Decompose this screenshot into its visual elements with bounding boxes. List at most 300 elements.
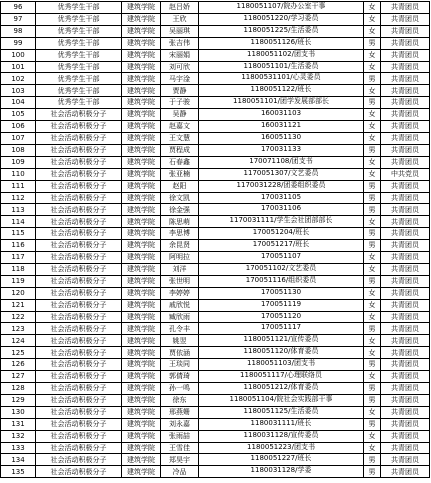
row-number-cell[interactable] xyxy=(1,418,36,430)
gender-cell[interactable] xyxy=(364,442,381,454)
student-name-cell[interactable] xyxy=(161,2,199,14)
student-id-role-cell[interactable] xyxy=(199,132,364,144)
row-number-cell[interactable] xyxy=(1,240,36,252)
student-id-role-cell[interactable] xyxy=(199,406,364,418)
gender-cell[interactable] xyxy=(364,311,381,323)
political-status-cell[interactable] xyxy=(381,192,430,204)
department-cell[interactable] xyxy=(122,156,161,168)
roster-table xyxy=(0,1,430,478)
department-cell[interactable] xyxy=(122,109,161,121)
department-cell[interactable] xyxy=(122,228,161,240)
award-category-cell[interactable] xyxy=(36,347,122,359)
award-category-cell[interactable] xyxy=(36,418,122,430)
department-cell[interactable] xyxy=(122,311,161,323)
award-category-cell[interactable] xyxy=(36,383,122,395)
award-category-cell[interactable] xyxy=(36,37,122,49)
student-name-cell[interactable] xyxy=(161,97,199,109)
row-number-cell[interactable] xyxy=(1,406,36,418)
award-category-cell[interactable] xyxy=(36,263,122,275)
row-number-cell[interactable] xyxy=(1,371,36,383)
row-number-text: 111 xyxy=(11,181,25,190)
award-category-cell[interactable] xyxy=(36,252,122,264)
student-id-role-cell[interactable] xyxy=(199,371,364,383)
political-status-cell[interactable] xyxy=(381,347,430,359)
student-name-cell[interactable] xyxy=(161,192,199,204)
department-cell[interactable] xyxy=(122,287,161,299)
department-cell[interactable] xyxy=(122,61,161,73)
department-cell[interactable] xyxy=(122,263,161,275)
gender-cell[interactable] xyxy=(364,49,381,61)
student-name-cell[interactable] xyxy=(161,323,199,335)
political-status-cell[interactable] xyxy=(381,323,430,335)
gender-cell[interactable] xyxy=(364,192,381,204)
student-name-cell[interactable] xyxy=(161,454,199,466)
political-status-cell[interactable] xyxy=(381,442,430,454)
gender-cell[interactable] xyxy=(364,347,381,359)
department-cell[interactable] xyxy=(122,132,161,144)
row-number-cell[interactable] xyxy=(1,156,36,168)
student-name-cell[interactable] xyxy=(161,442,199,454)
student-name-cell[interactable] xyxy=(161,418,199,430)
student-name-cell[interactable] xyxy=(161,216,199,228)
student-id-role-text: 1180051220/学习委员 xyxy=(243,13,319,22)
award-category-cell[interactable] xyxy=(36,228,122,240)
political-status-cell[interactable] xyxy=(381,13,430,25)
student-id-role-cell[interactable] xyxy=(199,359,364,371)
student-name-cell[interactable] xyxy=(161,466,199,478)
department-cell[interactable] xyxy=(122,430,161,442)
student-name-cell[interactable] xyxy=(161,144,199,156)
student-id-role-cell[interactable] xyxy=(199,335,364,347)
student-id-role-cell[interactable] xyxy=(199,394,364,406)
student-id-role-cell[interactable] xyxy=(199,121,364,133)
gender-cell[interactable] xyxy=(364,204,381,216)
award-category-cell[interactable] xyxy=(36,240,122,252)
department-cell[interactable] xyxy=(122,216,161,228)
gender-text: 女 xyxy=(368,431,376,440)
row-number-cell[interactable] xyxy=(1,311,36,323)
department-cell[interactable] xyxy=(122,323,161,335)
row-number-cell[interactable] xyxy=(1,216,36,228)
department-cell[interactable] xyxy=(122,442,161,454)
row-number-cell[interactable] xyxy=(1,180,36,192)
department-cell[interactable] xyxy=(122,347,161,359)
gender-cell[interactable] xyxy=(364,359,381,371)
department-cell[interactable] xyxy=(122,13,161,25)
row-number-cell[interactable] xyxy=(1,466,36,478)
department-text: 建筑学院 xyxy=(127,241,155,250)
political-status-cell[interactable] xyxy=(381,359,430,371)
student-id-role-cell[interactable] xyxy=(199,180,364,192)
gender-cell[interactable] xyxy=(364,156,381,168)
student-id-role-cell[interactable] xyxy=(199,275,364,287)
gender-cell[interactable] xyxy=(364,275,381,287)
gender-cell[interactable] xyxy=(364,109,381,121)
gender-cell[interactable] xyxy=(364,287,381,299)
gender-cell[interactable] xyxy=(364,132,381,144)
gender-text: 女 xyxy=(368,253,376,262)
political-status-cell[interactable] xyxy=(381,383,430,395)
row-number-cell[interactable] xyxy=(1,2,36,14)
award-category-cell[interactable] xyxy=(36,335,122,347)
department-cell[interactable] xyxy=(122,180,161,192)
student-name-cell[interactable] xyxy=(161,252,199,264)
student-id-role-cell[interactable] xyxy=(199,240,364,252)
row-number-cell[interactable] xyxy=(1,132,36,144)
row-number-cell[interactable] xyxy=(1,323,36,335)
student-name-cell[interactable] xyxy=(161,121,199,133)
department-cell[interactable] xyxy=(122,168,161,180)
student-name-cell[interactable] xyxy=(161,263,199,275)
award-category-cell[interactable] xyxy=(36,121,122,133)
political-status-cell[interactable] xyxy=(381,144,430,156)
student-name-text: 贾依涵 xyxy=(169,348,190,357)
student-id-role-cell[interactable] xyxy=(199,383,364,395)
gender-cell[interactable] xyxy=(364,61,381,73)
award-category-cell[interactable] xyxy=(36,430,122,442)
gender-cell[interactable] xyxy=(364,73,381,85)
student-name-cell[interactable] xyxy=(161,73,199,85)
student-id-role-cell[interactable] xyxy=(199,168,364,180)
award-category-cell[interactable] xyxy=(36,454,122,466)
student-name-cell[interactable] xyxy=(161,156,199,168)
student-name-cell[interactable] xyxy=(161,287,199,299)
department-cell[interactable] xyxy=(122,2,161,14)
row-number-cell[interactable] xyxy=(1,85,36,97)
student-name-cell[interactable] xyxy=(161,371,199,383)
political-status-cell[interactable] xyxy=(381,2,430,14)
political-status-cell[interactable] xyxy=(381,37,430,49)
row-number-cell[interactable] xyxy=(1,299,36,311)
gender-cell[interactable] xyxy=(364,97,381,109)
row-number-cell[interactable] xyxy=(1,359,36,371)
gender-cell[interactable] xyxy=(364,299,381,311)
student-id-role-cell[interactable] xyxy=(199,97,364,109)
row-number-cell[interactable] xyxy=(1,275,36,287)
award-category-cell[interactable] xyxy=(36,109,122,121)
gender-cell[interactable] xyxy=(364,37,381,49)
row-number-cell[interactable] xyxy=(1,73,36,85)
gender-cell[interactable] xyxy=(364,335,381,347)
department-cell[interactable] xyxy=(122,275,161,287)
row-number-cell[interactable] xyxy=(1,335,36,347)
political-status-cell[interactable] xyxy=(381,394,430,406)
row-number-cell[interactable] xyxy=(1,13,36,25)
political-status-cell[interactable] xyxy=(381,287,430,299)
award-category-cell[interactable] xyxy=(36,442,122,454)
department-cell[interactable] xyxy=(122,25,161,37)
student-id-role-cell[interactable] xyxy=(199,216,364,228)
award-category-cell[interactable] xyxy=(36,204,122,216)
gender-cell[interactable] xyxy=(364,430,381,442)
award-category-cell[interactable] xyxy=(36,85,122,97)
award-category-cell[interactable] xyxy=(36,359,122,371)
student-name-cell[interactable] xyxy=(161,394,199,406)
student-name-cell[interactable] xyxy=(161,299,199,311)
gender-cell[interactable] xyxy=(364,168,381,180)
gender-text: 女 xyxy=(368,110,376,119)
gender-cell[interactable] xyxy=(364,263,381,275)
award-category-text: 社会活动积极分子 xyxy=(50,265,107,274)
gender-cell[interactable] xyxy=(364,180,381,192)
student-name-cell[interactable] xyxy=(161,49,199,61)
gender-cell[interactable] xyxy=(364,13,381,25)
student-name-cell[interactable] xyxy=(161,240,199,252)
award-category-cell[interactable] xyxy=(36,216,122,228)
student-name-cell[interactable] xyxy=(161,37,199,49)
department-cell[interactable] xyxy=(122,359,161,371)
political-status-cell[interactable] xyxy=(381,430,430,442)
department-cell[interactable] xyxy=(122,406,161,418)
award-category-cell[interactable] xyxy=(36,156,122,168)
student-id-role-cell[interactable] xyxy=(199,49,364,61)
political-status-cell[interactable] xyxy=(381,73,430,85)
student-id-role-cell[interactable] xyxy=(199,61,364,73)
political-status-cell[interactable] xyxy=(381,228,430,240)
row-number-cell[interactable] xyxy=(1,168,36,180)
gender-cell[interactable] xyxy=(364,252,381,264)
student-name-cell[interactable] xyxy=(161,85,199,97)
department-cell[interactable] xyxy=(122,371,161,383)
row-number-text: 107 xyxy=(11,134,25,143)
department-cell[interactable] xyxy=(122,49,161,61)
student-id-role-cell[interactable] xyxy=(199,347,364,359)
row-number-cell[interactable] xyxy=(1,454,36,466)
political-status-cell[interactable] xyxy=(381,216,430,228)
student-name-cell[interactable] xyxy=(161,406,199,418)
student-name-cell[interactable] xyxy=(161,13,199,25)
department-cell[interactable] xyxy=(122,144,161,156)
department-cell[interactable] xyxy=(122,335,161,347)
award-category-cell[interactable] xyxy=(36,192,122,204)
political-status-cell[interactable] xyxy=(381,299,430,311)
gender-cell[interactable] xyxy=(364,228,381,240)
student-id-role-cell[interactable] xyxy=(199,25,364,37)
award-category-cell[interactable] xyxy=(36,13,122,25)
department-cell[interactable] xyxy=(122,97,161,109)
row-number-cell[interactable] xyxy=(1,394,36,406)
student-id-role-cell[interactable] xyxy=(199,228,364,240)
gender-cell[interactable] xyxy=(364,466,381,478)
political-status-cell[interactable] xyxy=(381,252,430,264)
department-cell[interactable] xyxy=(122,240,161,252)
political-status-cell[interactable] xyxy=(381,406,430,418)
student-id-role-cell[interactable] xyxy=(199,287,364,299)
award-category-cell[interactable] xyxy=(36,371,122,383)
student-name-cell[interactable] xyxy=(161,132,199,144)
political-status-cell[interactable] xyxy=(381,204,430,216)
row-number-cell[interactable] xyxy=(1,109,36,121)
award-category-cell[interactable] xyxy=(36,144,122,156)
student-id-role-cell[interactable] xyxy=(199,13,364,25)
political-status-cell[interactable] xyxy=(381,335,430,347)
row-number-cell[interactable] xyxy=(1,97,36,109)
gender-cell[interactable] xyxy=(364,25,381,37)
political-status-cell[interactable] xyxy=(381,156,430,168)
row-number-cell[interactable] xyxy=(1,228,36,240)
political-status-cell[interactable] xyxy=(381,311,430,323)
student-id-role-cell[interactable] xyxy=(199,192,364,204)
student-id-role-cell[interactable] xyxy=(199,109,364,121)
gender-cell[interactable] xyxy=(364,2,381,14)
political-status-cell[interactable] xyxy=(381,121,430,133)
gender-cell[interactable] xyxy=(364,418,381,430)
political-status-cell[interactable] xyxy=(381,418,430,430)
department-cell[interactable] xyxy=(122,121,161,133)
student-name-cell[interactable] xyxy=(161,311,199,323)
student-id-role-cell[interactable] xyxy=(199,299,364,311)
gender-cell[interactable] xyxy=(364,323,381,335)
student-id-role-cell[interactable] xyxy=(199,263,364,275)
gender-cell[interactable] xyxy=(364,454,381,466)
row-number-cell[interactable] xyxy=(1,61,36,73)
gender-cell[interactable] xyxy=(364,144,381,156)
award-category-cell[interactable] xyxy=(36,287,122,299)
award-category-cell[interactable] xyxy=(36,323,122,335)
department-cell[interactable] xyxy=(122,73,161,85)
political-status-cell[interactable] xyxy=(381,180,430,192)
award-category-text: 社会活动积极分子 xyxy=(50,455,107,464)
student-id-role-text: 170051217/班长 xyxy=(252,240,310,249)
gender-text: 女 xyxy=(368,288,376,297)
student-name-cell[interactable] xyxy=(161,109,199,121)
political-status-cell[interactable] xyxy=(381,466,430,478)
award-category-cell[interactable] xyxy=(36,406,122,418)
student-id-role-cell[interactable] xyxy=(199,418,364,430)
department-cell[interactable] xyxy=(122,454,161,466)
political-status-cell[interactable] xyxy=(381,49,430,61)
award-category-cell[interactable] xyxy=(36,73,122,85)
political-status-cell[interactable] xyxy=(381,85,430,97)
award-category-cell[interactable] xyxy=(36,49,122,61)
award-category-cell[interactable] xyxy=(36,311,122,323)
student-name-cell[interactable] xyxy=(161,383,199,395)
student-id-role-cell[interactable] xyxy=(199,2,364,14)
student-id-role-cell[interactable] xyxy=(199,442,364,454)
student-id-role-cell[interactable] xyxy=(199,311,364,323)
student-name-cell[interactable] xyxy=(161,335,199,347)
department-cell[interactable] xyxy=(122,37,161,49)
student-id-role-cell[interactable] xyxy=(199,466,364,478)
row-number-cell[interactable] xyxy=(1,121,36,133)
row-number-cell[interactable] xyxy=(1,192,36,204)
student-name-text: 张世明 xyxy=(169,277,190,286)
gender-cell[interactable] xyxy=(364,216,381,228)
award-category-cell[interactable] xyxy=(36,97,122,109)
row-number-cell[interactable] xyxy=(1,347,36,359)
student-id-role-cell[interactable] xyxy=(199,144,364,156)
award-category-text: 社会活动积极分子 xyxy=(50,419,107,428)
gender-cell[interactable] xyxy=(364,240,381,252)
department-cell[interactable] xyxy=(122,383,161,395)
political-status-cell[interactable] xyxy=(381,454,430,466)
row-number-cell[interactable] xyxy=(1,442,36,454)
student-id-role-cell[interactable] xyxy=(199,37,364,49)
department-cell[interactable] xyxy=(122,299,161,311)
gender-cell[interactable] xyxy=(364,85,381,97)
student-name-cell[interactable] xyxy=(161,430,199,442)
table-row xyxy=(1,371,430,383)
row-number-text: 126 xyxy=(11,360,25,369)
gender-cell[interactable] xyxy=(364,406,381,418)
row-number-cell[interactable] xyxy=(1,37,36,49)
award-category-cell[interactable] xyxy=(36,299,122,311)
student-id-role-cell[interactable] xyxy=(199,454,364,466)
gender-cell[interactable] xyxy=(364,383,381,395)
department-cell[interactable] xyxy=(122,418,161,430)
award-category-cell[interactable] xyxy=(36,275,122,287)
student-id-role-cell[interactable] xyxy=(199,85,364,97)
student-id-role-cell[interactable] xyxy=(199,73,364,85)
student-id-role-cell[interactable] xyxy=(199,252,364,264)
student-id-role-cell[interactable] xyxy=(199,430,364,442)
gender-cell[interactable] xyxy=(364,121,381,133)
award-category-cell[interactable] xyxy=(36,466,122,478)
department-cell[interactable] xyxy=(122,192,161,204)
student-name-cell[interactable] xyxy=(161,359,199,371)
department-cell[interactable] xyxy=(122,85,161,97)
award-category-cell[interactable] xyxy=(36,394,122,406)
row-number-cell[interactable] xyxy=(1,287,36,299)
department-cell[interactable] xyxy=(122,466,161,478)
political-status-cell[interactable] xyxy=(381,97,430,109)
gender-cell[interactable] xyxy=(364,394,381,406)
department-cell[interactable] xyxy=(122,394,161,406)
student-name-cell[interactable] xyxy=(161,204,199,216)
student-name-cell[interactable] xyxy=(161,228,199,240)
department-cell[interactable] xyxy=(122,252,161,264)
department-cell[interactable] xyxy=(122,204,161,216)
row-number-cell[interactable] xyxy=(1,263,36,275)
row-number-cell[interactable] xyxy=(1,144,36,156)
political-status-cell[interactable] xyxy=(381,263,430,275)
award-category-cell[interactable] xyxy=(36,132,122,144)
table-row xyxy=(1,311,430,323)
political-status-text: 共青团员 xyxy=(391,205,419,214)
student-name-cell[interactable] xyxy=(161,275,199,287)
row-number-cell[interactable] xyxy=(1,49,36,61)
political-status-cell[interactable] xyxy=(381,371,430,383)
political-status-cell[interactable] xyxy=(381,168,430,180)
row-number-cell[interactable] xyxy=(1,383,36,395)
student-name-cell[interactable] xyxy=(161,61,199,73)
student-id-role-cell[interactable] xyxy=(199,156,364,168)
student-id-role-cell[interactable] xyxy=(199,323,364,335)
political-status-cell[interactable] xyxy=(381,25,430,37)
gender-cell[interactable] xyxy=(364,371,381,383)
row-number-cell[interactable] xyxy=(1,204,36,216)
award-category-cell[interactable] xyxy=(36,180,122,192)
student-name-cell[interactable] xyxy=(161,168,199,180)
student-name-cell[interactable] xyxy=(161,347,199,359)
political-status-cell[interactable] xyxy=(381,61,430,73)
award-category-cell[interactable] xyxy=(36,168,122,180)
political-status-cell[interactable] xyxy=(381,275,430,287)
political-status-cell[interactable] xyxy=(381,240,430,252)
row-number-cell[interactable] xyxy=(1,252,36,264)
award-category-cell[interactable] xyxy=(36,25,122,37)
political-status-cell[interactable] xyxy=(381,109,430,121)
award-category-cell[interactable] xyxy=(36,61,122,73)
row-number-cell[interactable] xyxy=(1,430,36,442)
award-category-cell[interactable] xyxy=(36,2,122,14)
student-name-cell[interactable] xyxy=(161,180,199,192)
student-id-role-cell[interactable] xyxy=(199,204,364,216)
student-name-text: 阿明拉 xyxy=(169,253,190,262)
row-number-cell[interactable] xyxy=(1,25,36,37)
political-status-cell[interactable] xyxy=(381,132,430,144)
student-name-cell[interactable] xyxy=(161,25,199,37)
